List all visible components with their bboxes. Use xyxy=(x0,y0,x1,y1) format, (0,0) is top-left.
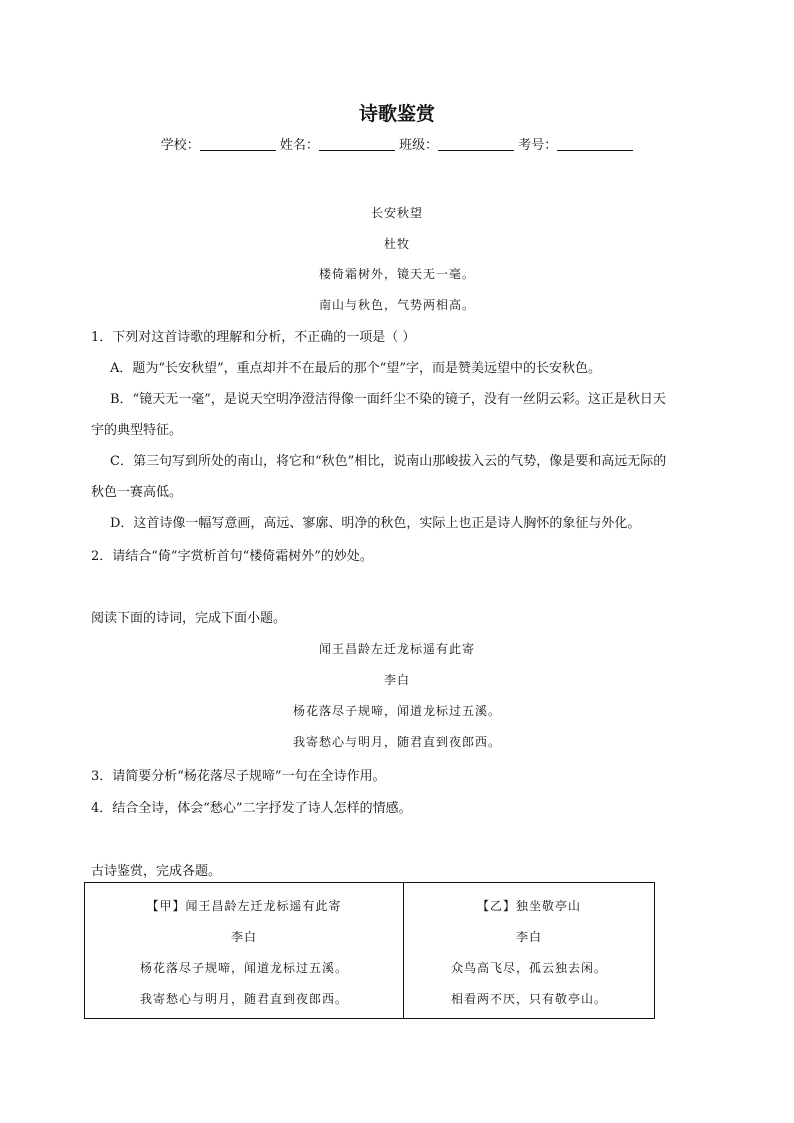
class-label: 班级： xyxy=(399,138,439,153)
poem2-author: 李白 xyxy=(383,673,410,687)
school-label: 学校： xyxy=(160,138,200,153)
section3-intro: 古诗鉴赏，完成各题。 xyxy=(91,864,222,879)
option-b: B．“镜天无一毫”，是说天空明净澄洁得像一面纤尘不染的镜子，没有一丝阴云彩。这正是秋日天 xyxy=(110,392,666,407)
section2-intro: 阅读下面的诗词，完成下面小题。 xyxy=(91,611,287,626)
yi-line: 相看两不厌，只有敬亭山。 xyxy=(450,992,607,1006)
poem-cell-jia xyxy=(85,883,404,1019)
yi-author: 李白 xyxy=(515,930,542,944)
yi-line: 众鸟高飞尽，孤云独去闲。 xyxy=(450,961,607,975)
question-4: 4．结合全诗，体会“愁心”二字抒发了诗人怎样的情感。 xyxy=(91,801,412,816)
poem-cell-yi xyxy=(404,883,655,1019)
question-3: 3．请简要分析“杨花落尽子规啼”一句在全诗作用。 xyxy=(91,769,386,784)
poem2-line: 我寄愁心与明月，随君直到夜郎西。 xyxy=(292,735,501,749)
poem-comparison-table xyxy=(84,882,655,1019)
exam-number-label: 考号： xyxy=(518,138,558,153)
poem2-line: 杨花落尽子规啼，闻道龙标过五溪。 xyxy=(292,704,501,718)
question-2: 2．请结合“倚”字赏析首句“楼倚霜树外”的妙处。 xyxy=(91,549,373,564)
page-title: 诗歌鉴赏 xyxy=(358,103,435,125)
jia-line: 杨花落尽子规啼，闻道龙标过五溪。 xyxy=(139,961,348,975)
name-label: 姓名： xyxy=(279,138,319,153)
poem1-author: 杜牧 xyxy=(383,237,410,251)
class-blank[interactable] xyxy=(438,138,514,151)
name-blank[interactable] xyxy=(319,138,395,151)
jia-line: 我寄愁心与明月，随君直到夜郎西。 xyxy=(139,992,348,1006)
poem1-line: 楼倚霜树外，镜天无一毫。 xyxy=(318,267,475,281)
exam-number-blank[interactable] xyxy=(557,138,633,151)
student-info-line xyxy=(0,134,794,153)
poem1-line: 南山与秋色，气势两相高。 xyxy=(318,298,475,312)
question-1-stem: 1．下列对这首诗歌的理解和分析，不正确的一项是（ ） xyxy=(91,330,416,345)
option-a: A．题为“长安秋望”，重点却并不在最后的那个“望”字，而是赞美远望中的长安秋色。 xyxy=(110,361,601,376)
option-b-continued: 宇的典型特征。 xyxy=(91,423,183,438)
option-c-continued: 秋色一赛高低。 xyxy=(91,485,183,500)
option-c: C．第三句写到所处的南山，将它和“秋色”相比，说南山那峻拔入云的气势，像是要和高远无际的 xyxy=(110,454,667,469)
option-d: D．这首诗像一幅写意画，高远、寥廓、明净的秋色，实际上也正是诗人胸怀的象征与外化。 xyxy=(110,516,641,531)
poem1-title: 长安秋望 xyxy=(370,206,423,220)
yi-title: 【乙】独坐敬亭山 xyxy=(476,899,581,913)
jia-title: 【甲】闻王昌龄左迁龙标遥有此寄 xyxy=(146,899,342,913)
poem2-title: 闻王昌龄左迁龙标遥有此寄 xyxy=(318,642,475,656)
jia-author: 李白 xyxy=(230,930,257,944)
school-blank[interactable] xyxy=(200,138,276,151)
